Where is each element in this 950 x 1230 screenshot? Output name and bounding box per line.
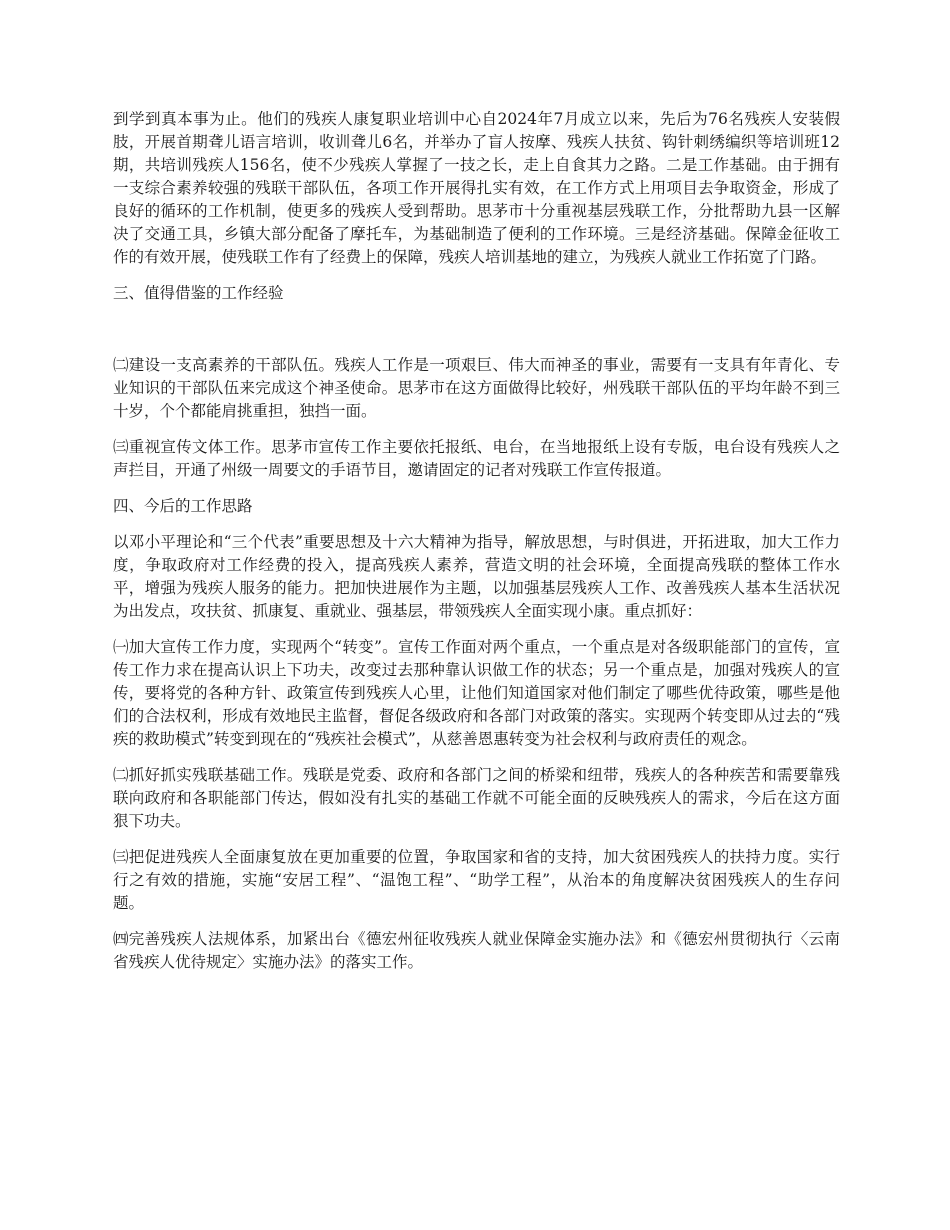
document-body <box>113 108 840 987</box>
section-heading-experience: 三、值得借鉴的工作经验 <box>113 284 284 302</box>
paragraph-guiding-principles: 以邓小平理论和“三个代表”重要思想及十六大精神为指导，解放思想，与时俱进，开拓进取，加大工作力度，争取政府对工作经费的投入，提高残疾人素养，营造文明的社会环境，全面提高残联的整体工作水平，增强为残疾人服务的能力。把加快进展作为主题，以加强基层残疾人工作、改善残疾人基本生活状况为出发点，攻扶贫、抓康复、重就业、强基层，带领残疾人全面实现小康。重点抓好： <box>113 533 840 620</box>
paragraph-item-3: ㈢把促进残疾人全面康复放在更加重要的位置，争取国家和省的支持，加大贫困残疾人的扶持力度。实行行之有效的措施，实施“安居工程”、“温饱工程”、“助学工程”，从治本的角度解决贫困残疾人的生存问题。 <box>113 848 840 912</box>
paragraph-publicity: ㈢重视宣传文体工作。思茅市宣传工作主要依托报纸、电台，在当地报纸上设有专版，电台设有残疾人之声拦目，开通了州级一周要文的手语节目，邀请固定的记者对残联工作宣传报道。 <box>113 438 840 479</box>
paragraph-cadre-team: ㈡建设一支高素养的干部队伍。残疾人工作是一项艰巨、伟大而神圣的事业，需要有一支具有年青化、专业知识的干部队伍来完成这个神圣使命。思茅市在这方面做得比较好，州残联干部队伍的平均年龄不到三十岁，个个都能肩挑重担，独挡一面。 <box>113 356 840 420</box>
blank-space <box>113 318 840 354</box>
paragraph-item-4: ㈣完善残疾人法规体系，加紧出台《德宏州征收残疾人就业保障金实施办法》和《德宏州贯彻执行〈云南省残疾人优待规定〉实施办法》的落实工作。 <box>113 930 840 971</box>
paragraph-item-1: ㈠加大宣传工作力度，实现两个“转变”。宣传工作面对两个重点，一个重点是对各级职能部门的宣传，宣传工作力求在提高认识上下功夫，改变过去那种靠认识做工作的状态；另一个重点是，加强对残疾人的宣传，要将党的各种方针、政策宣传到残疾人心里，让他们知道国家对他们制定了哪些优待政策，哪些是他们的合法权利，形成有效地民主监督，督促各级政府和各部门对政策的落实。实现两个转变即从过去的“残疾的救助模式”转变到现在的“残疾社会模式”，从慈善恩惠转变为社会权利与政府责任的观念。 <box>113 638 840 748</box>
paragraph-item-2: ㈡抓好抓实残联基础工作。残联是党委、政府和各部门之间的桥梁和纽带，残疾人的各种疾苦和需要靠残联向政府和各职能部门传达，假如没有扎实的基础工作就不可能全面的反映残疾人的需求，今后在这方面狠下功夫。 <box>113 766 840 830</box>
section-heading-future-plans: 四、今后的工作思路 <box>113 497 253 515</box>
paragraph-work-foundation: 到学到真本事为止。他们的残疾人康复职业培训中心自2024年7月成立以来，先后为76名残疾人安装假肢，开展首期聋儿语言培训，收训聋儿6名，并举办了盲人按摩、残疾人扶贫、钩针刺绣编织等培训班12期，共培训残疾人156名，使不少残疾人掌握了一技之长，走上自食其力之路。二是工作基础。由于拥有一支综合素养较强的残联干部队伍，各项工作开展得扎实有效，在工作方式上用项目去争取资金，形成了良好的循环的工作机制，使更多的残疾人受到帮助。思茅市十分重视基层残联工作，分批帮助九县一区解决了交通工具，乡镇大部分配备了摩托车，为基础制造了便利的工作环境。三是经济基础。保障金征收工作的有效开展，使残联工作有了经费上的保障，残疾人培训基地的建立，为残疾人就业工作拓宽了门路。 <box>113 110 840 266</box>
